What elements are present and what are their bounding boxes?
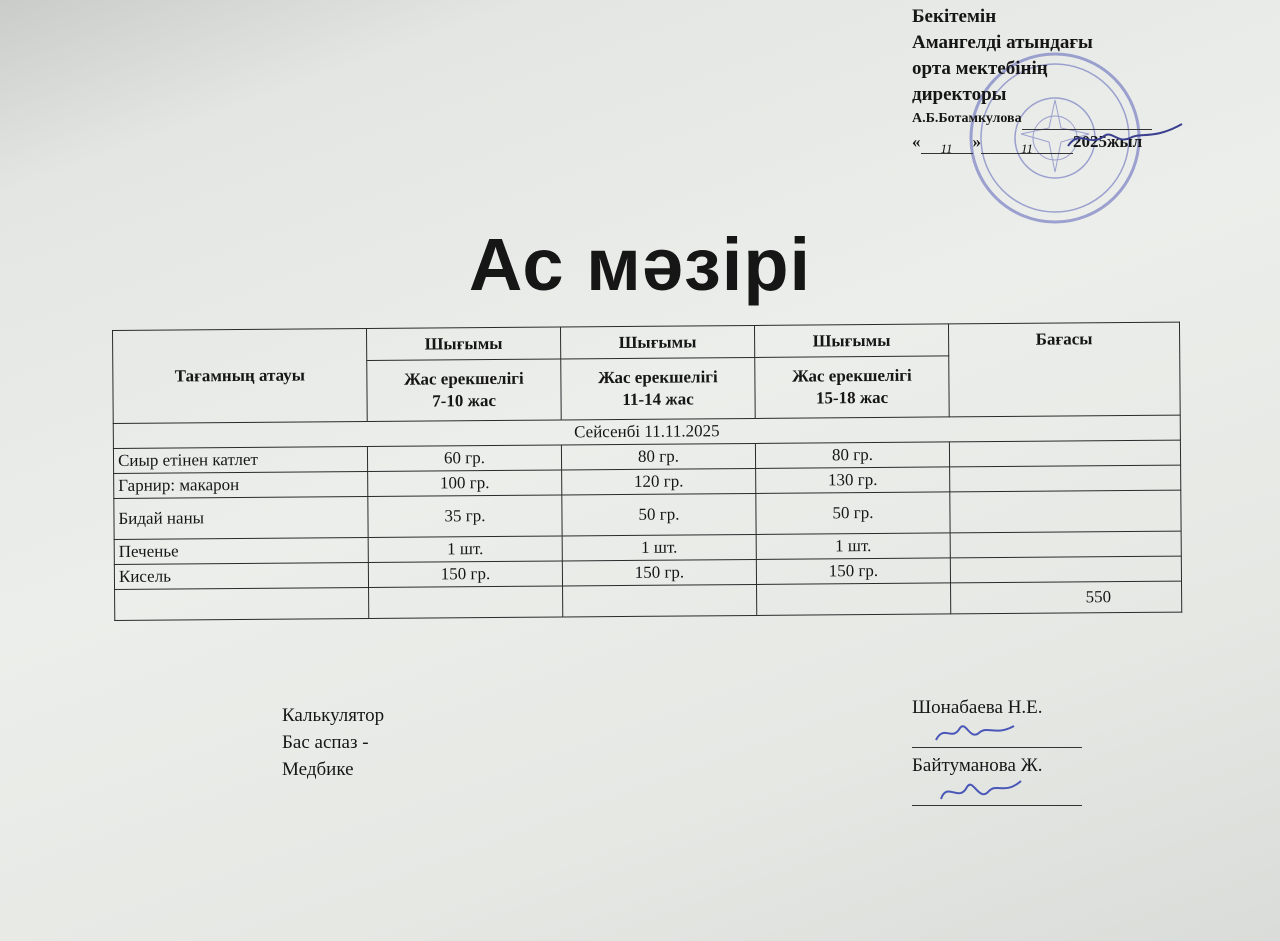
role-calculator: Калькулятор [282, 705, 385, 726]
signature-scribble-1 [930, 718, 1020, 748]
portion-15-18: 150 гр. [756, 558, 950, 585]
menu-table [112, 322, 1182, 621]
header-price: Бағасы [948, 322, 1180, 417]
total-empty-cell [563, 584, 757, 617]
dish-name: Печенье [114, 537, 368, 564]
total-price: 550 [951, 581, 1182, 614]
header-age-3 [755, 356, 949, 418]
price-cell [950, 531, 1181, 558]
portion-15-18: 1 шт. [756, 533, 950, 560]
price-cell [950, 490, 1181, 533]
signatory-name-2: Байтуманова Ж. [912, 755, 1043, 776]
page-title: Ас мәзірі [468, 223, 812, 306]
director-signature [1060, 118, 1190, 158]
signatory-name-1: Шонабаева Н.Е. [912, 697, 1043, 718]
total-empty-cell [757, 583, 951, 616]
date-year: 2025жыл [1073, 132, 1143, 151]
header-age-3-range: 15-18 жас [815, 387, 889, 408]
approval-line-1: Бекітемін [912, 6, 997, 27]
header-age-1 [367, 359, 561, 421]
price-cell [950, 465, 1181, 492]
header-age-1-range: 7-10 жас [432, 391, 497, 411]
portion-7-10: 35 гр. [368, 495, 562, 538]
approval-line-3: орта мектебінің [912, 58, 1048, 79]
portion-11-14: 1 шт. [562, 534, 756, 561]
header-age-2-label: Жас ерекшелігі [598, 367, 718, 388]
header-dish-name: Тағамның атауы [113, 329, 368, 424]
portion-15-18: 130 гр. [756, 467, 950, 494]
portion-7-10: 1 шт. [368, 536, 562, 563]
portion-11-14: 80 гр. [561, 443, 755, 470]
total-empty-cell [115, 587, 369, 620]
header-age-2 [561, 358, 755, 420]
portion-7-10: 100 гр. [368, 470, 562, 497]
portion-7-10: 150 гр. [368, 561, 562, 588]
portion-15-18: 50 гр. [756, 492, 950, 535]
date-month: 11 [981, 137, 1073, 154]
header-output-3: Шығымы [754, 324, 948, 358]
date-open-quote: « [912, 132, 921, 151]
role-nurse: Медбике [282, 759, 354, 780]
approval-signer-name: А.Б.Ботамкулова [912, 111, 1022, 126]
price-cell [949, 440, 1180, 467]
day-date-row: Сейсенбі 11.11.2025 [113, 415, 1180, 448]
header-output-1: Шығымы [366, 327, 560, 361]
role-head-cook: Бас аспаз - [282, 732, 369, 753]
dish-name: Бидай наны [114, 496, 368, 539]
dish-name: Гарнир: макарон [114, 471, 368, 498]
date-close-quote: » [972, 132, 981, 151]
approval-line-4: директоры [912, 84, 1007, 105]
dish-name: Сиыр етінен катлет [113, 446, 367, 473]
header-age-2-range: 11-14 жас [622, 389, 694, 410]
date-day: 11 [921, 137, 973, 154]
approval-line-2: Амангелді атындағы [912, 32, 1093, 53]
portion-7-10: 60 гр. [367, 445, 561, 472]
portion-11-14: 150 гр. [562, 559, 756, 586]
portion-11-14: 50 гр. [562, 493, 756, 536]
header-age-3-label: Жас ерекшелігі [791, 365, 912, 386]
dish-name: Кисель [114, 562, 368, 589]
header-output-2: Шығымы [560, 325, 754, 359]
signatories-roles [282, 702, 384, 783]
total-empty-cell [369, 586, 563, 619]
signature-scribble-2 [935, 775, 1025, 809]
header-age-1-label: Жас ерекшелігі [404, 368, 524, 389]
portion-11-14: 120 гр. [562, 468, 756, 495]
portion-15-18: 80 гр. [755, 442, 949, 469]
price-cell [950, 556, 1181, 583]
